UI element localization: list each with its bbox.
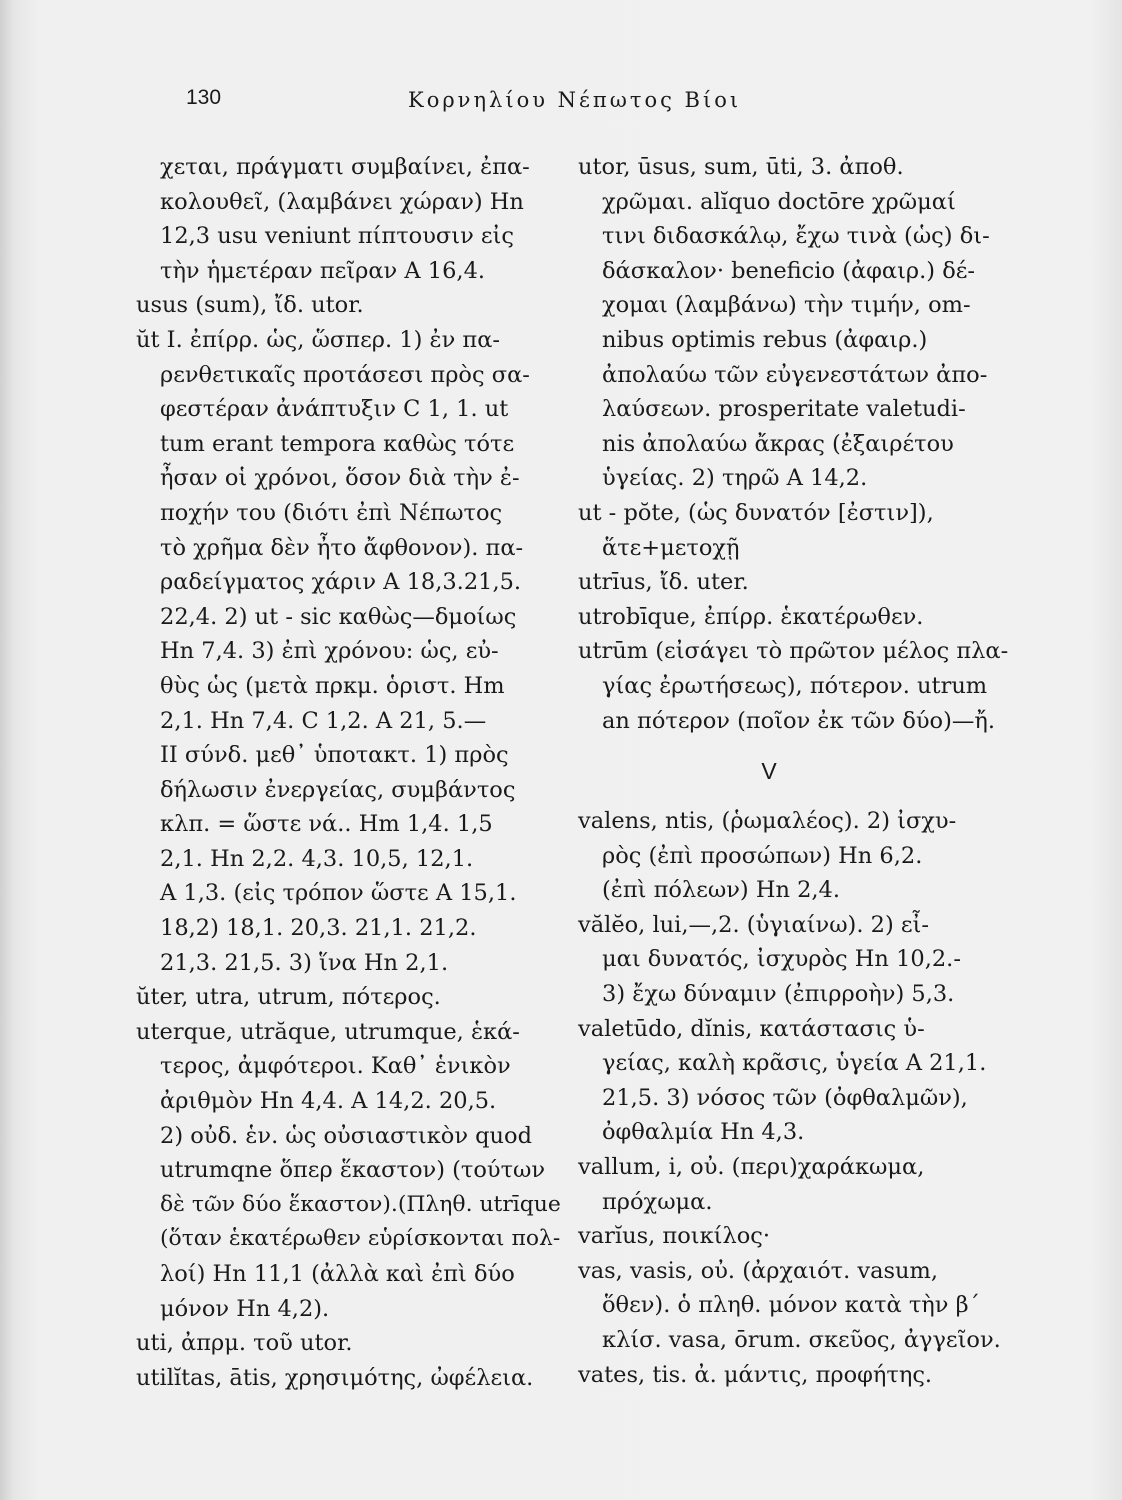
dictionary-line: nis ἀπολαύω ἄκρας (ἐξαιρέτου: [602, 430, 954, 457]
right-column-bottom-entries: [578, 804, 1030, 1392]
dictionary-line: an πότερον (ποῖον ἐκ τῶν δύο)—ἤ.: [602, 707, 996, 734]
dictionary-line: 12,3 usu veniunt πίπτουσιν εἰς: [160, 223, 514, 250]
dictionary-line: vălĕo, lui,—,2. (ὑγιαίνω). 2) εἶ-: [578, 911, 929, 938]
dictionary-line: utrūm (εἰσάγει τὸ πρῶτον μέλος πλα-: [578, 638, 1009, 665]
dictionary-line: χομαι (λαμβάνω) τὴν τιμήν, om-: [602, 292, 971, 319]
dictionary-line: μαι δυνατός, ἰσχυρὸς Hn 10,2.-: [602, 946, 961, 973]
dictionary-line: λαύσεων. prosperitate valetudi-: [602, 396, 966, 423]
dictionary-line: κλπ. = ὥστε νά.. Hm 1,4. 1,5: [160, 811, 493, 838]
dictionary-line: δὲ τῶν δύο ἕκαστον).(Πληθ. utrīque: [160, 1191, 561, 1217]
dictionary-line: 3) ἔχω δύναμιν (ἐπιρροὴν) 5,3.: [602, 981, 955, 1008]
dictionary-line: δάσκαλον· beneficio (ἀφαιρ.) δέ-: [602, 257, 976, 284]
page-number: 130: [186, 86, 222, 109]
dictionary-line: 22,4. 2) ut - sic καθὼς—δμοίως: [160, 603, 517, 630]
page-header: [0, 86, 1122, 122]
dictionary-line: πρόχωμα.: [602, 1188, 713, 1215]
dictionary-line: utilĭtas, ātis, χρησιμότης, ὠφέλεια.: [136, 1364, 534, 1391]
dictionary-line: ραδείγματος χάριν A 18,3.21,5.: [160, 569, 522, 596]
dictionary-line: ŭt I. ἐπίρρ. ὡς, ὥσπερ. 1) ἐν πα-: [136, 326, 500, 353]
dictionary-line: uti, ἀπρμ. τοῦ utor.: [136, 1330, 353, 1357]
dictionary-line: κολουθεῖ, (λαμβάνει χώραν) Hn: [160, 188, 524, 215]
dictionary-line: vallum, i, οὐ. (περι)χαράκωμα,: [578, 1154, 925, 1181]
right-column: [578, 150, 1030, 1392]
dictionary-line: ἀπολαύω τῶν εὐγενεστάτων ἀπο-: [602, 361, 988, 388]
dictionary-line: ρενθετικαῖς προτάσεσι πρὸς σα-: [160, 361, 530, 388]
dictionary-line: uterque, utrăque, utrumque, ἑκά-: [136, 1018, 520, 1045]
dictionary-line: χρῶμαι. alĭquo doctōre χρῶμαί: [602, 188, 956, 215]
dictionary-line: ἅτε+μετοχῇ: [602, 534, 740, 561]
dictionary-line: δήλωσιν ἐνεργείας, συμβάντος: [160, 776, 516, 803]
dictionary-line: ἦσαν οἱ χρόνοι, ὅσον διὰ τὴν ἐ-: [160, 465, 520, 492]
dictionary-line: valetūdo, dĭnis, κατάστασις ὑ-: [578, 1015, 925, 1042]
dictionary-line: φεστέραν ἀνάπτυξιν C 1, 1. ut: [160, 396, 509, 423]
dictionary-line: vates, tis. ἀ. μάντις, προφήτης.: [578, 1361, 933, 1388]
dictionary-line: Hn 7,4. 3) ἐπὶ χρόνου: ὡς, εὐ-: [160, 638, 499, 665]
dictionary-line: (ὅταν ἑκατέρωθεν εὑρίσκονται πολ-: [160, 1226, 561, 1252]
dictionary-line: utrobīque, ἐπίρρ. ἑκατέρωθεν.: [578, 603, 924, 630]
dictionary-line: ὀφθαλμία Hn 4,3.: [602, 1119, 805, 1146]
dictionary-line: ρὸς (ἐπὶ προσώπων) Hn 6,2.: [602, 842, 923, 869]
left-column: [136, 150, 561, 1395]
dictionary-line: utrīus, ἴδ. uter.: [578, 569, 749, 596]
dictionary-line: μόνον Hn 4,2).: [160, 1295, 330, 1322]
dictionary-line: τὸ χρῆμα δὲν ἦτο ἄφθονον). πα-: [160, 534, 524, 561]
dictionary-line: (ἐπὶ πόλεων) Hn 2,4.: [602, 877, 841, 904]
dictionary-line: γείας, καλὴ κρᾶσις, ὑγεία A 21,1.: [602, 1050, 987, 1077]
dictionary-line: χεται, πράγματι συμβαίνει, ἐπα-: [160, 154, 530, 180]
dictionary-line: 2,1. Hn 7,4. C 1,2. A 21, 5.—: [160, 707, 487, 734]
dictionary-line: 2,1. Hn 2,2. 4,3. 10,5, 12,1.: [160, 845, 474, 872]
dictionary-line: 21,5. 3) νόσος τῶν (ὀφθαλμῶν),: [602, 1084, 968, 1111]
running-title: Κορνηλίου Νέπωτος Βίοι: [408, 88, 742, 112]
dictionary-line: tum erant tempora καθὼς τότε: [160, 430, 515, 457]
section-letter: V: [761, 758, 777, 785]
dictionary-line: ποχήν του (διότι ἐπὶ Νέπωτος: [160, 499, 503, 526]
dictionary-line: A 1,3. (εἰς τρόπον ὥστε A 15,1.: [160, 880, 517, 907]
dictionary-line: usus (sum), ἴδ. utor.: [136, 292, 364, 319]
dictionary-line: 21,3. 21,5. 3) ἵνα Hn 2,1.: [160, 949, 449, 976]
dictionary-line: ŭter, utra, utrum, πότερος.: [136, 984, 441, 1011]
dictionary-line: utrumqne ὅπερ ἕκαστον) (τούτων: [160, 1157, 546, 1184]
dictionary-line: II σύνδ. μεθ᾽ ὑποτακτ. 1) πρὸς: [160, 742, 509, 769]
dictionary-line: ὑγείας. 2) τηρῶ A 14,2.: [602, 465, 868, 492]
dictionary-line: λοί) Hn 11,1 (ἀλλὰ καὶ ἐπὶ δύο: [160, 1261, 515, 1287]
dictionary-line: varĭus, ποικίλος·: [578, 1223, 771, 1250]
dictionary-line: ἀριθμὸν Hn 4,4. A 14,2. 20,5.: [160, 1088, 497, 1115]
dictionary-line: ut - pŏte, (ὡς δυνατόν [ἐστιν]),: [578, 499, 934, 526]
dictionary-line: τινι διδασκάλῳ, ἔχω τινὰ (ὡς) δι-: [602, 223, 990, 250]
dictionary-line: nibus optimis rebus (ἀφαιρ.): [602, 326, 928, 353]
dictionary-line: 2) οὐδ. ἑν. ὡς οὐσιαστικὸν quod: [160, 1122, 532, 1149]
dictionary-line: vas, vasis, οὐ. (ἀρχαιότ. vasum,: [578, 1257, 939, 1284]
dictionary-line: γίας ἐρωτήσεως), πότερον. utrum: [602, 672, 988, 699]
dictionary-line: valens, ntis, (ῥωμαλέος). 2) ἰσχυ-: [578, 808, 957, 835]
dictionary-line: κλίσ. vasa, ōrum. σκεῦος, ἀγγεῖον.: [602, 1327, 1001, 1353]
dictionary-line: θὺς ὡς (μετὰ πρκμ. ὁριστ. Hm: [160, 672, 505, 699]
dictionary-line: τὴν ἡμετέραν πεῖραν A 16,4.: [160, 257, 486, 284]
right-column-top-entries: [578, 150, 1030, 738]
dictionary-line: 18,2) 18,1. 20,3. 21,1. 21,2.: [160, 915, 477, 942]
dictionary-line: ὅθεν). ὁ πληθ. μόνον κατὰ τὴν β´: [602, 1292, 980, 1319]
dictionary-line: τερος, ἀμφότεροι. Καθ᾽ ἑνικὸν: [160, 1053, 511, 1080]
dictionary-line: utor, ūsus, sum, ūti, 3. ἀποθ.: [578, 154, 904, 180]
